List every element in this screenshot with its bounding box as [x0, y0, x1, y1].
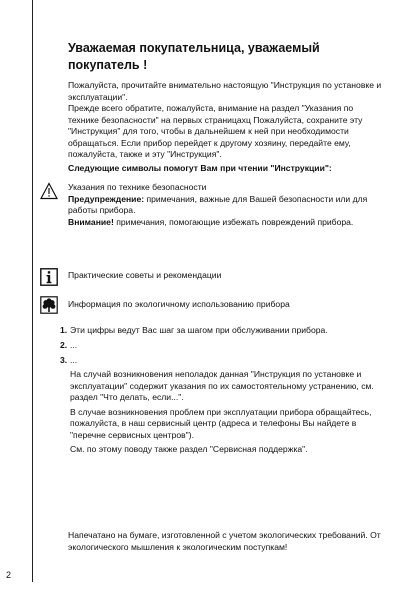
intro-paragraph-2: Прежде всего обратите, пожалуйста, внимание на раздел "Указания по технике безопасности" на первых страницахц Пожалуйста, сохраните эту "Инструкция" для того, чтобы в дальнейшем к ней при необходимости обращаться. Если прибор перейдет к другому хозяину, передайте ему, пожалуйста, также и эту "Инструкция".: [68, 103, 363, 159]
step-3: [60, 354, 390, 366]
info-icon: [40, 268, 58, 286]
symbols-heading: Следующие символы помогут Вам при чтении "Инструкции":: [68, 163, 332, 173]
predupr-text: примечания, важные для Вашей безопасности или для работы прибора.: [68, 193, 368, 215]
step-1-text: Эти цифры ведут Вас шаг за шагом при обслуживании прибора.: [70, 325, 328, 335]
attention-text: примечания, помогающие избежать повреждений прибора.: [113, 216, 354, 227]
step-1-number: 1.: [60, 325, 68, 335]
step-2: [60, 339, 390, 351]
warning-triangle-icon: [40, 182, 58, 200]
step-3-text: ...: [70, 355, 78, 365]
step-1: [60, 324, 390, 336]
step-2-number: 2.: [60, 340, 68, 350]
intro-paragraph-1: Пожалуйста, прочитайте внимательно настоящую "Инструкция по установке и эксплуатации".: [68, 80, 382, 102]
intro-section: [68, 40, 386, 161]
warning-row: [40, 182, 390, 242]
step-3-number: 3.: [60, 355, 68, 365]
warning-predupr: [68, 194, 388, 217]
warning-attention: [68, 217, 388, 229]
title-line-1: Уважаемая покупательница, уважаемый: [68, 41, 320, 55]
attention-label: Внимание!: [68, 216, 114, 227]
margin-rule: [32, 0, 33, 582]
eco-tree-icon: [40, 296, 58, 314]
troubleshooting-paragraph: На случай возникновения неполадок данная "Инструкция по установке и эксплуатации" содержит указания по их самостоятельному устранению, см. раздел "Что делать, если...".: [70, 369, 374, 402]
info-row: [40, 268, 390, 288]
eco-row: [40, 296, 390, 316]
step-2-text: ...: [70, 340, 78, 350]
predupr-label: Предупреждение:: [68, 193, 145, 204]
title-line-2: покупатель !: [68, 58, 148, 72]
page-title: [68, 40, 386, 74]
service-paragraph: В случае возникновения проблем при эксплуатации прибора обращайтесь, пожалуйста, в наш сервисный центр (адреса и телефоны Вы найдете в "перечне сервисных центров").: [70, 406, 372, 440]
warning-line: Указания по технике безопасности: [68, 182, 207, 192]
info-text: Практические советы и рекомендации: [68, 270, 222, 280]
page-number: 2: [6, 570, 12, 580]
steps-section: [60, 324, 390, 456]
eco-footer-note: Напечатано на бумаге, изготовленной с учетом экологических требований. От экологического мышления к экологическим поступкам!: [68, 530, 381, 552]
eco-text: Информация по экологичному использованию прибора: [68, 299, 290, 309]
service-reference: См. по этому поводу также раздел "Сервисная поддержка".: [70, 444, 308, 454]
